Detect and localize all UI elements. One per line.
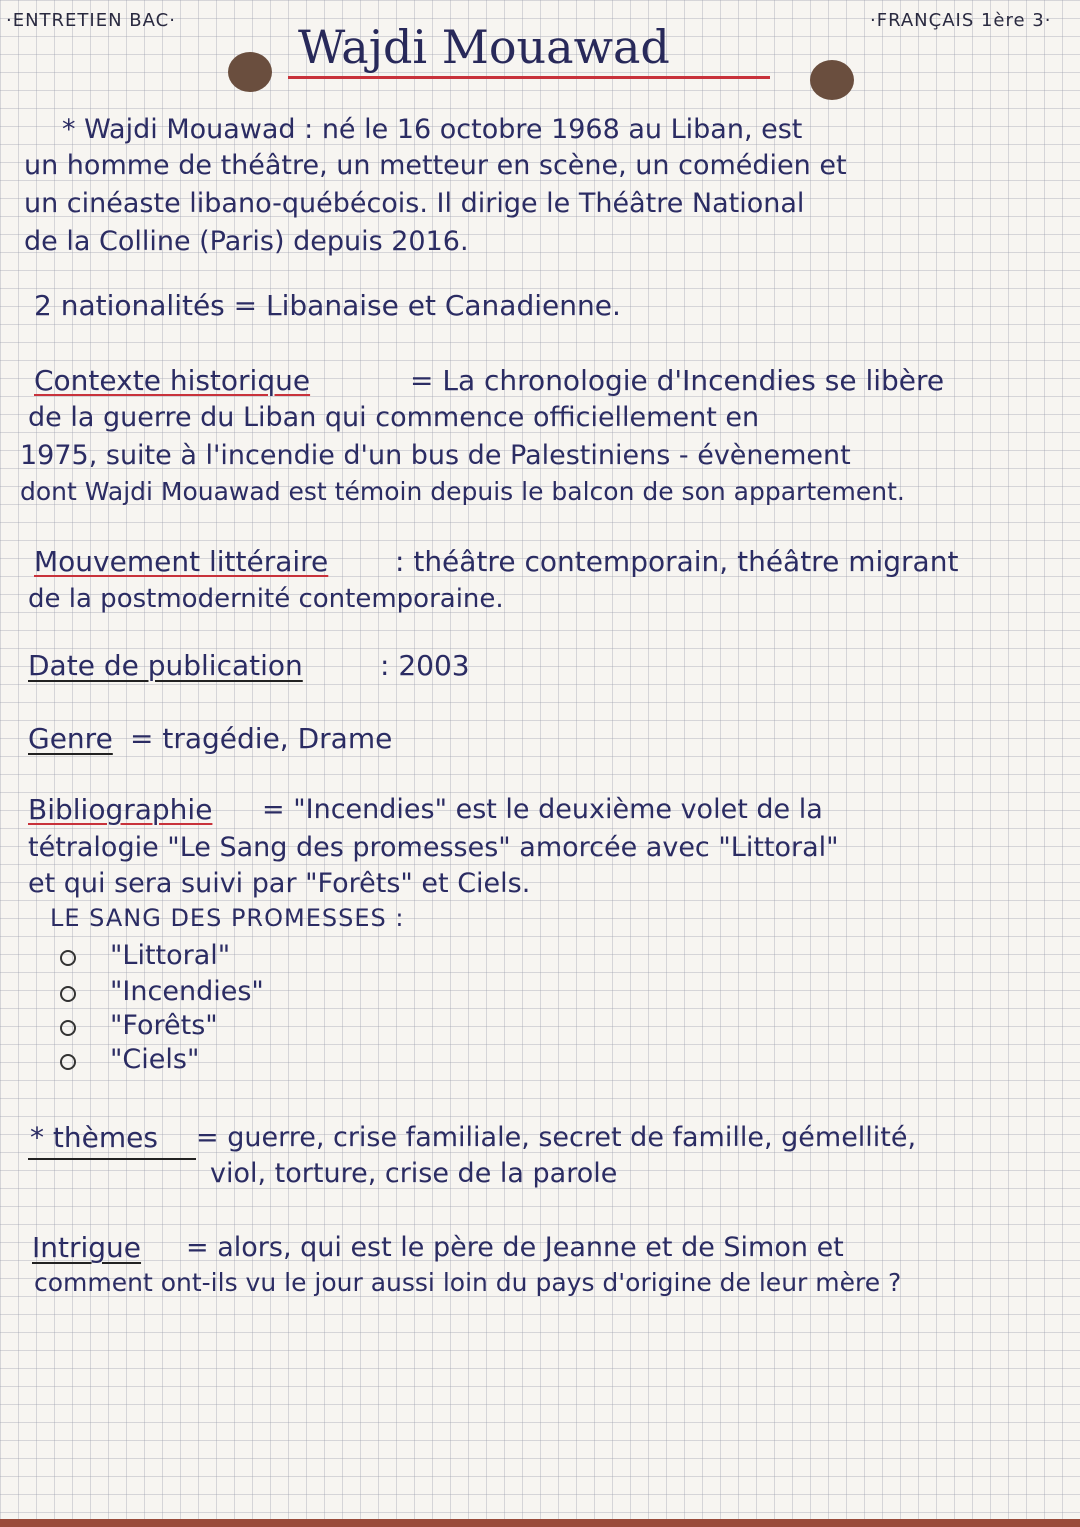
header-left: ·ENTRETIEN BAC· bbox=[6, 10, 176, 31]
themes-label-rule bbox=[28, 1158, 196, 1160]
themes-line-2: viol, torture, crise de la parole bbox=[210, 1158, 618, 1189]
bibliographie-line-3: et qui sera suivi par "Forêts" et Ciels. bbox=[28, 868, 531, 899]
bullet-icon bbox=[60, 986, 76, 1002]
themes-line-1: = guerre, crise familiale, secret de famille, gémellité, bbox=[196, 1122, 917, 1153]
bibliographie-subtitle: LE SANG DES PROMESSES : bbox=[50, 904, 405, 932]
bullet-icon bbox=[60, 1054, 76, 1070]
bibliographie-line-2: tétralogie "Le Sang des promesses" amorcée avec "Littoral" bbox=[28, 832, 839, 863]
genre-value: = tragédie, Drame bbox=[130, 722, 393, 755]
genre-label: Genre bbox=[28, 722, 113, 755]
intro-line-1: * Wajdi Mouawad : né le 16 octobre 1968 au Liban, est bbox=[62, 114, 803, 145]
bibliographie-label: Bibliographie bbox=[28, 793, 213, 826]
intro-line-4: de la Colline (Paris) depuis 2016. bbox=[24, 226, 469, 257]
contexte-line-3: 1975, suite à l'incendie d'un bus de Palestiniens - évènement bbox=[20, 440, 851, 471]
themes-label: * thèmes bbox=[30, 1121, 158, 1154]
title-underline bbox=[288, 76, 770, 79]
contexte-line-1: = La chronologie d'Incendies se libère bbox=[410, 364, 945, 397]
bullet-icon bbox=[60, 1020, 76, 1036]
bibliographie-item-2: "Incendies" bbox=[110, 976, 264, 1007]
date-label: Date de publication bbox=[28, 649, 303, 682]
bibliographie-item-4: "Ciels" bbox=[110, 1044, 200, 1075]
page-bottom-edge bbox=[0, 1519, 1080, 1527]
left-decoration-dot bbox=[228, 52, 272, 92]
nationalites: 2 nationalités = Libanaise et Canadienne. bbox=[34, 289, 621, 322]
right-decoration-dot bbox=[810, 60, 854, 100]
intrigue-line-1: = alors, qui est le père de Jeanne et de Simon et bbox=[186, 1232, 844, 1263]
contexte-line-2: de la guerre du Liban qui commence officiellement en bbox=[28, 402, 760, 433]
bibliographie-line-1: = "Incendies" est le deuxième volet de la bbox=[262, 794, 823, 825]
page-title: Wajdi Mouawad bbox=[298, 20, 670, 74]
bibliographie-item-3: "Forêts" bbox=[110, 1010, 218, 1041]
mouvement-line-2: de la postmodernité contemporaine. bbox=[28, 584, 504, 614]
contexte-line-4: dont Wajdi Mouawad est témoin depuis le balcon de son appartement. bbox=[20, 477, 905, 506]
intro-line-2: un homme de théâtre, un metteur en scène, un comédien et bbox=[24, 150, 847, 181]
intrigue-line-2: comment ont-ils vu le jour aussi loin du pays d'origine de leur mère ? bbox=[34, 1268, 902, 1297]
date-value: : 2003 bbox=[380, 649, 470, 682]
bullet-icon bbox=[60, 950, 76, 966]
intrigue-label: Intrigue bbox=[32, 1231, 142, 1264]
header-right: ·FRANÇAIS 1ère 3· bbox=[870, 10, 1052, 31]
intro-line-3: un cinéaste libano-québécois. Il dirige le Théâtre National bbox=[24, 188, 805, 219]
mouvement-line-1: : théâtre contemporain, théâtre migrant bbox=[395, 545, 959, 578]
contexte-label: Contexte historique bbox=[34, 364, 311, 397]
mouvement-label: Mouvement littéraire bbox=[34, 545, 329, 578]
bibliographie-item-1: "Littoral" bbox=[110, 940, 231, 971]
